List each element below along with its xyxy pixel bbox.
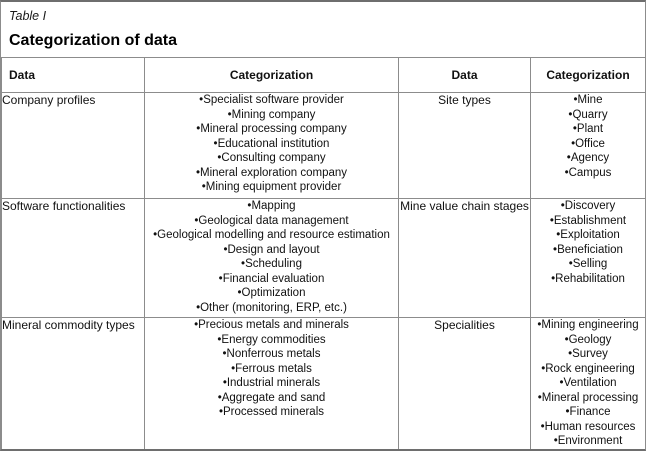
- bullet-item: • Selling: [531, 257, 645, 272]
- table-header-row: [2, 58, 646, 93]
- row-categorization-list: [145, 199, 399, 318]
- categorization-table: [1, 57, 646, 450]
- bullet-item: • Optimization: [145, 286, 398, 301]
- bullet-item: • Establishment: [531, 214, 645, 229]
- header-categorization-right: Categorization: [531, 58, 646, 93]
- bullet-item: • Mineral exploration company: [145, 166, 398, 181]
- bullet-item: • Industrial minerals: [145, 376, 398, 391]
- bullet-item: • Mining engineering: [531, 318, 645, 333]
- bullet-item: • Environment: [531, 434, 645, 449]
- bullet-item: • Human resources: [531, 420, 645, 435]
- bullet-item: • Scheduling: [145, 257, 398, 272]
- bullet-item: • Other (monitoring, ERP, etc.): [145, 301, 398, 316]
- bullet-item: • Rehabilitation: [531, 272, 645, 287]
- row-data-label: Specialities: [399, 318, 531, 450]
- bullet-item: • Processed minerals: [145, 405, 398, 420]
- bullet-item: • Geological modelling and resource estimation: [145, 228, 398, 243]
- bullet-item: • Plant: [531, 122, 645, 137]
- bullet-item: • Mapping: [145, 199, 398, 214]
- bullet-item: • Mine: [531, 93, 645, 108]
- bullet-item: • Quarry: [531, 108, 645, 123]
- bullet-item: • Ferrous metals: [145, 362, 398, 377]
- bullet-item: • Beneficiation: [531, 243, 645, 258]
- bullet-item: • Mineral processing: [531, 391, 645, 406]
- bullet-item: • Energy commodities: [145, 333, 398, 348]
- figure-title-area: [1, 2, 645, 57]
- header-categorization-left: Categorization: [145, 58, 399, 93]
- row-data-label: Company profiles: [2, 93, 145, 199]
- bullet-item: • Aggregate and sand: [145, 391, 398, 406]
- row-categorization-list: [531, 199, 646, 318]
- row-data-label: Mine value chain stages: [399, 199, 531, 318]
- row-categorization-list: [531, 93, 646, 199]
- bullet-item: • Mining company: [145, 108, 398, 123]
- bullet-item: • Design and layout: [145, 243, 398, 258]
- bullet-item: • Exploitation: [531, 228, 645, 243]
- row-data-label: Mineral commodity types: [2, 318, 145, 450]
- bullet-item: • Ventilation: [531, 376, 645, 391]
- row-data-label: Site types: [399, 93, 531, 199]
- bullet-item: • Precious metals and minerals: [145, 318, 398, 333]
- bullet-item: • Nonferrous metals: [145, 347, 398, 362]
- table-row: [2, 318, 646, 450]
- bullet-item: • Agency: [531, 151, 645, 166]
- table-title: Categorization of data: [9, 32, 178, 49]
- table-label: Table I: [9, 9, 47, 23]
- table-row: [2, 93, 646, 199]
- table-row: [2, 199, 646, 318]
- bullet-item: • Finance: [531, 405, 645, 420]
- header-data-right: Data: [399, 58, 531, 93]
- bullet-item: • Geology: [531, 333, 645, 348]
- bullet-item: • Campus: [531, 166, 645, 181]
- bullet-item: • Rock engineering: [531, 362, 645, 377]
- row-data-label: Software functionalities: [2, 199, 145, 318]
- bullet-item: • Financial evaluation: [145, 272, 398, 287]
- bullet-item: • Office: [531, 137, 645, 152]
- bullet-item: • Mining equipment provider: [145, 180, 398, 195]
- row-categorization-list: [531, 318, 646, 450]
- header-data-left: Data: [2, 58, 145, 93]
- bullet-item: • Consulting company: [145, 151, 398, 166]
- bullet-item: • Educational institution: [145, 137, 398, 152]
- row-categorization-list: [145, 93, 399, 199]
- row-categorization-list: [145, 318, 399, 450]
- bullet-item: • Survey: [531, 347, 645, 362]
- bullet-item: • Discovery: [531, 199, 645, 214]
- bullet-item: • Specialist software provider: [145, 93, 398, 108]
- bullet-item: • Mineral processing company: [145, 122, 398, 137]
- bullet-item: • Geological data management: [145, 214, 398, 229]
